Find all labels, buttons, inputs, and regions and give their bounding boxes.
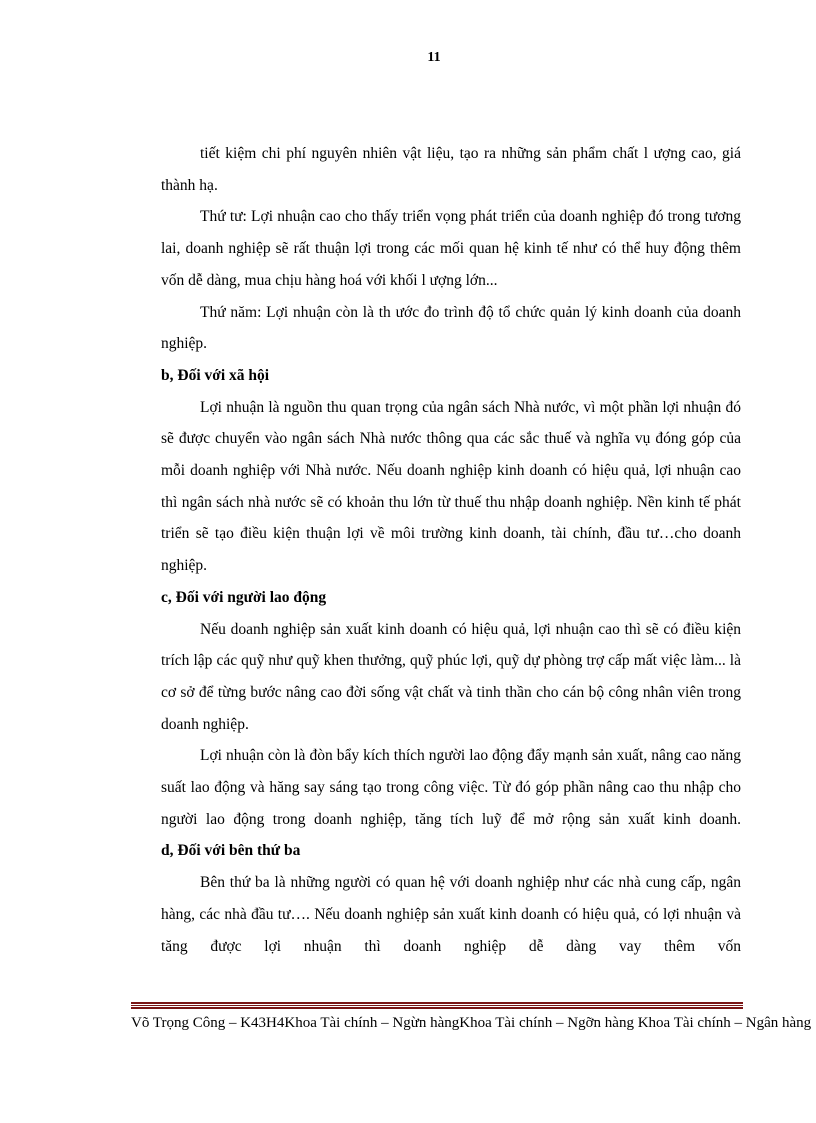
section-heading-b: b, Đối với xã hội xyxy=(161,366,270,384)
footer-text: Võ Trọng Công – K43H4Khoa Tài chính – Ngừn hàngKhoa Tài chính – Ngỡn hàng Khoa Tài chính – Ngân hàng xyxy=(131,1015,812,1031)
page-number: 11 xyxy=(427,50,441,65)
paragraph-2: Thứ tư: Lợi nhuận cao cho thấy triển vọng phát triển của doanh nghiệp đó trong tương lai, doanh nghiệp sẽ rất thuận lợi trong các mối quan hệ kinh tế như có thể huy động thêm vốn dễ dàng, mua chịu hàng hoá với khối l ượng lớn... xyxy=(161,208,741,289)
paragraph-1: tiết kiệm chi phí nguyên nhiên vật liệu, tạo ra những sản phẩm chất l ượng cao, giá thành hạ. xyxy=(161,145,741,194)
section-c-paragraph-1: Nếu doanh nghiệp sản xuất kinh doanh có hiệu quả, lợi nhuận cao thì sẽ có điều kiện trích lập các quỹ như quỹ khen thưởng, quỹ phúc lợi, quỹ dự phòng trợ cấp mất việc làm... là cơ sở để từng bước nâng cao đời sống vật chất và tinh thần cho cán bộ công nhân viên trong doanh nghiệp. xyxy=(161,620,741,733)
footer-rule xyxy=(131,1002,743,1012)
section-c-paragraph-2: Lợi nhuận còn là đòn bẩy kích thích người lao động đẩy mạnh sản xuất, nâng cao năng suất lao động và hăng say sáng tạo trong công việc. Từ đó góp phần nâng cao thu nhập cho người lao động trong doanh nghiệp, tăng tích luỹ để mở rộng sản xuất kinh doanh. xyxy=(161,747,741,828)
section-b-paragraph-1: Lợi nhuận là nguồn thu quan trọng của ngân sách Nhà nước, vì một phần lợi nhuận đó sẽ được chuyển vào ngân sách Nhà nước thông qua các sắc thuế và nghĩa vụ đóng góp của mỗi doanh nghiệp với Nhà nước. Nếu doanh nghiệp kinh doanh có hiệu quả, lợi nhuận cao thì ngân sách nhà nước sẽ có khoản thu lớn từ thuế thu nhập doanh nghiệp. Nền kinh tế phát triển sẽ tạo điều kiện thuận lợi về môi trường kinh doanh, tài chính, đầu tư…cho doanh nghiệp. xyxy=(161,398,741,575)
document-body xyxy=(161,138,741,962)
section-heading-d: d, Đối với bên thứ ba xyxy=(161,842,301,860)
section-heading-c: c, Đối với người lao động xyxy=(161,588,327,606)
paragraph-3: Thứ năm: Lợi nhuận còn là th ước đo trình độ tổ chức quản lý kinh doanh của doanh nghiệp. xyxy=(161,303,741,353)
section-d-paragraph-1: Bên thứ ba là những người có quan hệ với doanh nghiệp như các nhà cung cấp, ngân hàng, các nhà đầu tư…. Nếu doanh nghiệp sản xuất kinh doanh có hiệu quả, có lợi nhuận và tăng được lợi nhuận thì doanh nghiệp dễ dàng vay thêm vốn xyxy=(161,874,741,955)
